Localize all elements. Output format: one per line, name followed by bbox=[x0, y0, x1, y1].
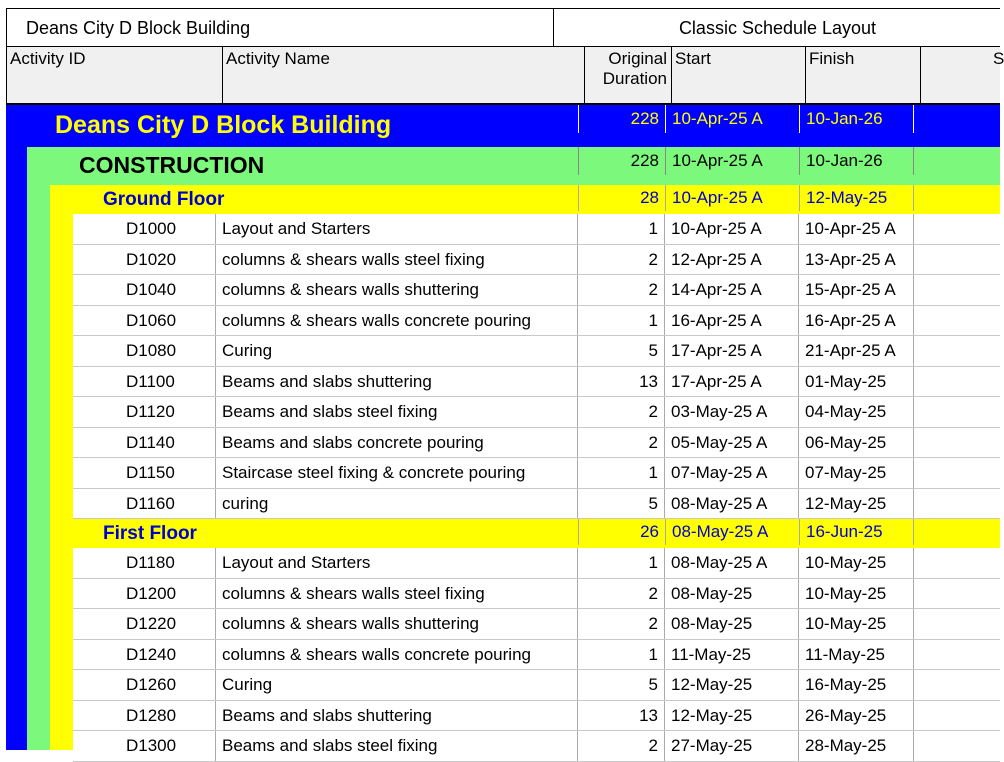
activity-row[interactable] bbox=[73, 397, 1000, 428]
activity-duration: 1 bbox=[578, 214, 665, 244]
activity-start: 10-Apr-25 A bbox=[665, 214, 799, 244]
activity-finish: 10-May-25 bbox=[799, 609, 914, 639]
activity-duration: 2 bbox=[578, 397, 665, 427]
column-header-activity-name[interactable]: Activity Name bbox=[223, 47, 585, 103]
activity-start: 27-May-25 bbox=[665, 731, 799, 761]
wbs-first-floor-start: 08-May-25 A bbox=[665, 519, 799, 545]
wbs-construction-duration: 228 bbox=[578, 147, 665, 175]
activity-start: 16-Apr-25 A bbox=[665, 306, 799, 336]
activity-finish: 15-Apr-25 A bbox=[799, 275, 914, 305]
activity-name: columns & shears walls steel fixing bbox=[216, 579, 578, 609]
activity-finish: 16-May-25 bbox=[799, 670, 914, 700]
wbs-ground-floor-finish: 12-May-25 bbox=[799, 185, 914, 211]
activity-id: D1200 bbox=[73, 579, 216, 609]
activity-start: 03-May-25 A bbox=[665, 397, 799, 427]
activity-duration: 1 bbox=[578, 640, 665, 670]
activity-start: 07-May-25 A bbox=[665, 458, 799, 488]
activity-name: columns & shears walls concrete pouring bbox=[216, 640, 578, 670]
activity-row[interactable] bbox=[73, 214, 1000, 245]
activity-duration: 1 bbox=[578, 458, 665, 488]
activity-start: 11-May-25 bbox=[665, 640, 799, 670]
activity-name: Beams and slabs shuttering bbox=[216, 701, 578, 731]
wbs-construction-start: 10-Apr-25 A bbox=[665, 147, 799, 175]
activity-name: Beams and slabs shuttering bbox=[216, 367, 578, 397]
activity-duration: 1 bbox=[578, 548, 665, 578]
activity-id: D1150 bbox=[73, 458, 216, 488]
activity-start: 12-May-25 bbox=[665, 670, 799, 700]
activity-row[interactable] bbox=[73, 548, 1000, 579]
wbs-ground-floor-duration: 28 bbox=[578, 185, 665, 211]
wbs-project-finish: 10-Jan-26 bbox=[799, 105, 914, 133]
wbs-project-start: 10-Apr-25 A bbox=[665, 105, 799, 133]
activity-row[interactable] bbox=[73, 609, 1000, 640]
wbs-first-floor-name: First Floor bbox=[103, 523, 197, 544]
activity-name: Curing bbox=[216, 336, 578, 366]
wbs-construction-finish: 10-Jan-26 bbox=[799, 147, 914, 175]
activity-start: 08-May-25 A bbox=[665, 489, 799, 519]
project-title: Deans City D Block Building bbox=[7, 9, 554, 47]
activity-start: 08-May-25 A bbox=[665, 548, 799, 578]
activity-id: D1140 bbox=[73, 428, 216, 458]
activity-row[interactable] bbox=[73, 670, 1000, 701]
activity-duration: 2 bbox=[578, 245, 665, 275]
activity-id: D1280 bbox=[73, 701, 216, 731]
activity-duration: 1 bbox=[578, 306, 665, 336]
activity-row[interactable] bbox=[73, 306, 1000, 337]
activity-id: D1040 bbox=[73, 275, 216, 305]
wbs-project-name: Deans City D Block Building bbox=[55, 111, 392, 139]
activity-id: D1220 bbox=[73, 609, 216, 639]
activity-name: curing bbox=[216, 489, 578, 519]
wbs-ground-floor-name: Ground Floor bbox=[103, 189, 225, 210]
activity-id: D1300 bbox=[73, 731, 216, 761]
activity-finish: 28-May-25 bbox=[799, 731, 914, 761]
wbs-ground-floor-start: 10-Apr-25 A bbox=[665, 185, 799, 211]
activity-name: Layout and Starters bbox=[216, 548, 578, 578]
activity-row[interactable] bbox=[73, 367, 1000, 398]
activity-duration: 2 bbox=[578, 428, 665, 458]
wbs-first-floor-finish: 16-Jun-25 bbox=[799, 519, 914, 545]
activity-name: Beams and slabs steel fixing bbox=[216, 731, 578, 761]
activity-name: columns & shears walls concrete pouring bbox=[216, 306, 578, 336]
activity-name: columns & shears walls steel fixing bbox=[216, 245, 578, 275]
activity-name: columns & shears walls shuttering bbox=[216, 275, 578, 305]
activity-row[interactable] bbox=[73, 579, 1000, 610]
column-header-activity-id[interactable]: Activity ID bbox=[7, 47, 223, 103]
wbs-row-first-floor[interactable] bbox=[0, 519, 1000, 548]
wbs-project-duration: 228 bbox=[578, 105, 665, 133]
duration-header-line1: Original bbox=[608, 49, 667, 68]
activity-start: 17-Apr-25 A bbox=[665, 336, 799, 366]
activity-name: Beams and slabs concrete pouring bbox=[216, 428, 578, 458]
activity-start: 05-May-25 A bbox=[665, 428, 799, 458]
activity-id: D1100 bbox=[73, 367, 216, 397]
activity-name: Beams and slabs steel fixing bbox=[216, 397, 578, 427]
activity-duration: 5 bbox=[578, 670, 665, 700]
activity-row[interactable] bbox=[73, 458, 1000, 489]
activity-start: 12-Apr-25 A bbox=[665, 245, 799, 275]
wbs-row-project[interactable] bbox=[0, 105, 1000, 147]
activity-finish: 10-May-25 bbox=[799, 548, 914, 578]
column-header-start[interactable]: Start bbox=[672, 47, 806, 103]
activity-duration: 2 bbox=[578, 579, 665, 609]
activity-finish: 10-May-25 bbox=[799, 579, 914, 609]
wbs-row-ground-floor[interactable] bbox=[0, 185, 1000, 214]
activity-finish: 01-May-25 bbox=[799, 367, 914, 397]
duration-header-line2: Duration bbox=[602, 69, 667, 88]
layout-title: Classic Schedule Layout bbox=[678, 18, 877, 38]
activity-finish: 11-May-25 bbox=[799, 640, 914, 670]
activity-id: D1020 bbox=[73, 245, 216, 275]
activity-id: D1120 bbox=[73, 397, 216, 427]
activity-row[interactable] bbox=[73, 336, 1000, 367]
activity-name: Curing bbox=[216, 670, 578, 700]
activity-duration: 5 bbox=[578, 489, 665, 519]
activity-duration: 2 bbox=[578, 731, 665, 761]
activity-row[interactable] bbox=[73, 275, 1000, 306]
activity-name: Layout and Starters bbox=[216, 214, 578, 244]
activity-duration: 2 bbox=[578, 275, 665, 305]
activity-name: Staircase steel fixing & concrete pouring bbox=[216, 458, 578, 488]
activity-finish: 06-May-25 bbox=[799, 428, 914, 458]
activity-id: D1240 bbox=[73, 640, 216, 670]
activity-duration: 13 bbox=[578, 701, 665, 731]
activity-id: D1060 bbox=[73, 306, 216, 336]
wbs-row-construction[interactable] bbox=[0, 147, 1000, 185]
activity-finish: 16-Apr-25 A bbox=[799, 306, 914, 336]
activity-duration: 5 bbox=[578, 336, 665, 366]
activity-finish: 26-May-25 bbox=[799, 701, 914, 731]
activity-id: D1260 bbox=[73, 670, 216, 700]
activity-name: columns & shears walls shuttering bbox=[216, 609, 578, 639]
activity-finish: 07-May-25 bbox=[799, 458, 914, 488]
activity-id: D1160 bbox=[73, 489, 216, 519]
activity-start: 12-May-25 bbox=[665, 701, 799, 731]
activity-finish: 10-Apr-25 A bbox=[799, 214, 914, 244]
activity-row[interactable] bbox=[73, 701, 1000, 732]
activity-id: D1000 bbox=[73, 214, 216, 244]
activity-duration: 13 bbox=[578, 367, 665, 397]
activity-row[interactable] bbox=[73, 245, 1000, 276]
column-header-finish[interactable]: Finish bbox=[806, 47, 921, 103]
column-header-row bbox=[6, 47, 1004, 105]
activity-finish: 13-Apr-25 A bbox=[799, 245, 914, 275]
activity-start: 17-Apr-25 A bbox=[665, 367, 799, 397]
wbs-first-floor-duration: 26 bbox=[578, 519, 665, 545]
column-header-next[interactable] bbox=[921, 47, 1004, 103]
activity-start: 08-May-25 bbox=[665, 579, 799, 609]
activity-start: 08-May-25 bbox=[665, 609, 799, 639]
activity-row[interactable] bbox=[73, 640, 1000, 671]
activity-finish: 12-May-25 bbox=[799, 489, 914, 519]
activity-row[interactable] bbox=[73, 489, 1000, 520]
column-header-original-duration[interactable] bbox=[585, 47, 672, 103]
activity-id: D1180 bbox=[73, 548, 216, 578]
title-row bbox=[6, 8, 1000, 47]
activity-start: 14-Apr-25 A bbox=[665, 275, 799, 305]
activity-row[interactable] bbox=[73, 428, 1000, 459]
activity-finish: 04-May-25 bbox=[799, 397, 914, 427]
activity-id: D1080 bbox=[73, 336, 216, 366]
column-header-next-label: S bbox=[993, 49, 1004, 68]
activity-duration: 2 bbox=[578, 609, 665, 639]
activity-row[interactable] bbox=[73, 731, 1000, 762]
activity-finish: 21-Apr-25 A bbox=[799, 336, 914, 366]
wbs-construction-name: CONSTRUCTION bbox=[79, 152, 265, 178]
